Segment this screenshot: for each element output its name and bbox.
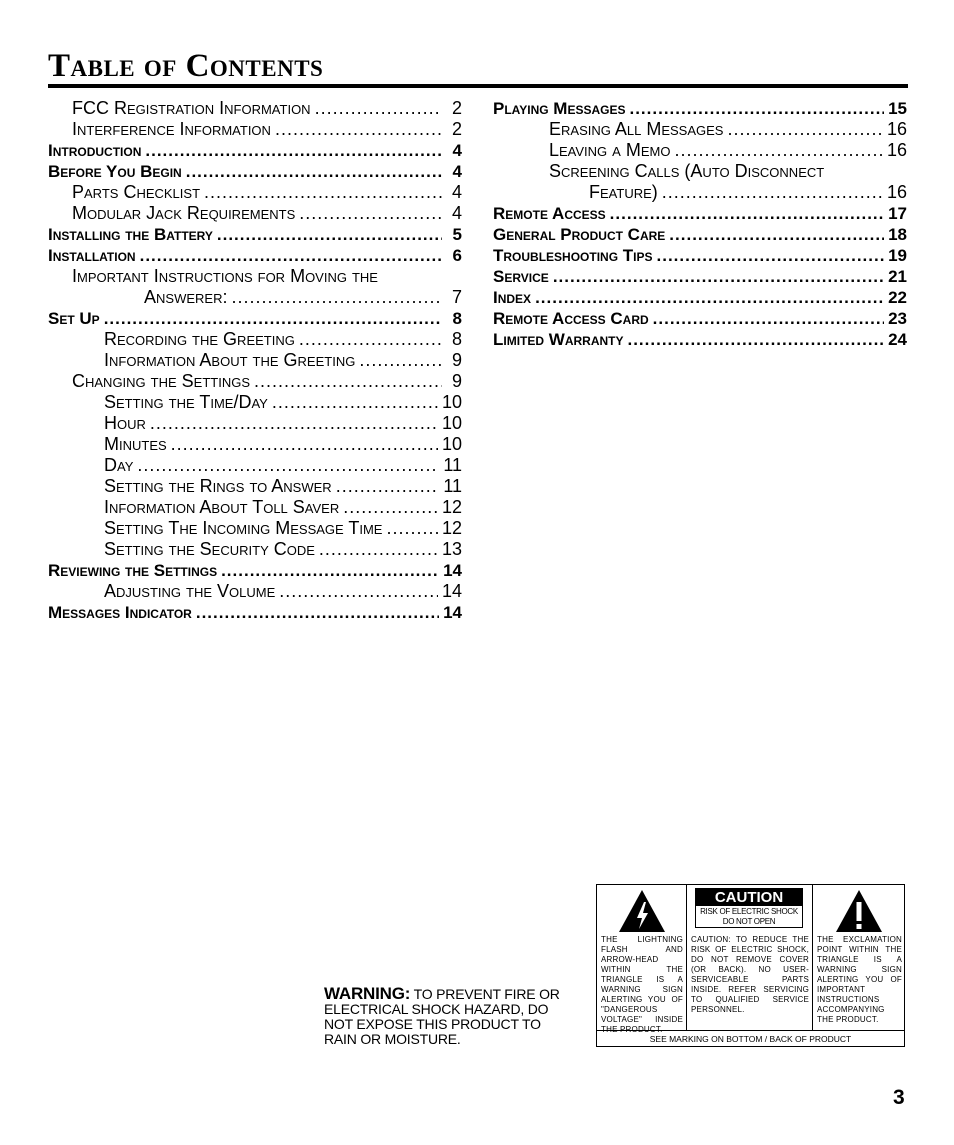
toc-entry-title: Erasing All Messages xyxy=(549,119,724,139)
toc-leader-dots xyxy=(217,224,442,245)
toc-leader-dots xyxy=(359,350,442,371)
toc-entry-title: General Product Care xyxy=(493,225,666,244)
toc-entry-title: Hour xyxy=(104,413,146,433)
toc-leader-dots xyxy=(553,266,884,287)
toc-entry-title: Set Up xyxy=(48,309,100,328)
toc-entry-page: 19 xyxy=(888,246,907,265)
toc-entry xyxy=(493,98,907,119)
toc-entry-title: Changing the Settings xyxy=(72,371,251,391)
toc-leader-dots xyxy=(386,518,437,539)
toc-entry xyxy=(48,455,462,476)
toc-entry-page: 8 xyxy=(452,309,462,328)
toc-entry-page: 4 xyxy=(451,203,462,223)
toc-entry xyxy=(48,203,462,224)
caution-middle-text: CAUTION: TO REDUCE THE RISK OF ELECTRIC SHOCK, DO NOT REMOVE COVER (OR BACK). NO USER-SERVICEABLE PARTS INSIDE. REFER SERVICING TO QUALIFIED SERVICE PERSONNEL. xyxy=(691,935,809,1014)
toc-entry-title: Installing the Battery xyxy=(48,225,213,244)
toc-entry-page: 14 xyxy=(443,561,462,580)
toc-entry-page: 9 xyxy=(451,371,462,391)
toc-leader-dots xyxy=(299,329,442,350)
toc-entry-page: 10 xyxy=(441,392,462,412)
toc-entry-title: Before You Begin xyxy=(48,162,182,181)
toc-entry-page: 14 xyxy=(443,603,462,622)
toc-entry-title: Remote Access Card xyxy=(493,309,649,328)
toc-leader-dots xyxy=(727,119,883,140)
toc-leader-dots xyxy=(674,140,883,161)
toc-leader-dots xyxy=(275,119,442,140)
toc-entry-page: 22 xyxy=(888,288,907,307)
toc-entry xyxy=(493,287,907,308)
toc-entry-page: 8 xyxy=(451,329,462,349)
toc-entry-page: 10 xyxy=(441,434,462,454)
toc-entry-title: Messages Indicator xyxy=(48,603,192,622)
toc-entry-page: 16 xyxy=(886,140,907,160)
toc-entry-page: 17 xyxy=(888,204,907,223)
toc-leader-dots xyxy=(653,308,884,329)
toc-leader-dots xyxy=(204,182,442,203)
caution-left-panel xyxy=(597,885,687,1034)
toc-entry xyxy=(48,560,462,581)
caution-box xyxy=(596,884,905,1047)
toc-entry xyxy=(493,245,907,266)
toc-entry-title: Interference Information xyxy=(72,119,271,139)
toc-entry xyxy=(493,308,907,329)
toc-entry xyxy=(493,266,907,287)
toc-entry-page: 11 xyxy=(443,476,462,496)
toc-entry xyxy=(48,266,462,287)
toc-entry-page: 4 xyxy=(452,141,462,160)
toc-entry-title: Setting the Security Code xyxy=(104,539,315,559)
toc-entry xyxy=(493,182,907,203)
toc-leader-dots xyxy=(171,434,438,455)
toc-entry-title: Important Instructions for Moving the xyxy=(72,266,378,286)
toc-entry-title: Recording the Greeting xyxy=(104,329,295,349)
toc-entry-page: 13 xyxy=(441,539,462,559)
toc-entry xyxy=(48,518,462,539)
toc-entry-page: 21 xyxy=(888,267,907,286)
toc-leader-dots xyxy=(104,308,442,329)
toc-entry xyxy=(48,602,462,623)
toc-leader-dots xyxy=(315,98,442,119)
toc-entry xyxy=(48,371,462,392)
toc-entry-title: Feature) xyxy=(589,182,658,202)
warning-notice xyxy=(324,986,574,1047)
toc-leader-dots xyxy=(150,413,438,434)
exclamation-triangle-icon xyxy=(835,889,883,933)
toc-leader-dots xyxy=(140,245,442,266)
toc-entry-title: Minutes xyxy=(104,434,167,454)
toc-leader-dots xyxy=(669,224,884,245)
toc-leader-dots xyxy=(279,581,438,602)
caution-subtext: RISK OF ELECTRIC SHOCK DO NOT OPEN xyxy=(700,907,798,926)
toc-leader-dots xyxy=(319,539,438,560)
toc-entry xyxy=(48,224,462,245)
toc-entry-title: Troubleshooting Tips xyxy=(493,246,653,265)
toc-entry xyxy=(48,413,462,434)
toc-entry-page: 7 xyxy=(451,287,462,307)
toc-entry xyxy=(493,140,907,161)
warning-body: TO PREVENT FIRE OR ELECTRICAL SHOCK HAZARD, DO NOT EXPOSE THIS PRODUCT TO RAIN OR MOISTURE. xyxy=(324,986,560,1047)
toc-entry-title: Modular Jack Requirements xyxy=(72,203,296,223)
lightning-triangle-icon xyxy=(618,889,666,933)
toc-entry xyxy=(48,497,462,518)
toc-entry-title: Remote Access xyxy=(493,204,606,223)
toc-entry-page: 15 xyxy=(888,99,907,118)
toc-entry xyxy=(48,476,462,497)
toc-entry-page: 16 xyxy=(886,182,907,202)
toc-entry-title: Index xyxy=(493,288,532,307)
toc-left-column xyxy=(48,98,462,623)
toc-entry-title: Setting The Incoming Message Time xyxy=(104,518,383,538)
toc-entry xyxy=(48,308,462,329)
toc-entry xyxy=(493,203,907,224)
page-title: Table of Contents xyxy=(48,48,324,84)
toc-entry-title: Service xyxy=(493,267,549,286)
toc-entry xyxy=(48,161,462,182)
toc-entry-title: Information About the Greeting xyxy=(104,350,356,370)
toc-entry-title: Playing Messages xyxy=(493,99,626,118)
toc-entry-page: 10 xyxy=(441,413,462,433)
toc-entry-title: Reviewing the Settings xyxy=(48,561,218,580)
toc-entry-page: 12 xyxy=(441,518,462,538)
toc-entry-title: Setting the Rings to Answer xyxy=(104,476,332,496)
toc-entry-title: Adjusting the Volume xyxy=(104,581,276,601)
toc-entry-title: Limited Warranty xyxy=(493,330,624,349)
caution-right-text: THE EXCLAMATION POINT WITHIN THE TRIANGLE IS A WARNING SIGN ALERTING YOU OF IMPORTANT INSTRUCTIONS ACCOMPANYING THE PRODUCT. xyxy=(817,935,902,1024)
toc-entry xyxy=(48,539,462,560)
toc-entry-page: 16 xyxy=(886,119,907,139)
toc-entry-title: Leaving a Memo xyxy=(549,140,671,160)
toc-right-column xyxy=(493,98,907,350)
toc-entry xyxy=(48,182,462,203)
toc-leader-dots xyxy=(272,392,438,413)
toc-entry-title: Setting the Time/Day xyxy=(104,392,268,412)
toc-entry xyxy=(48,392,462,413)
warning-label: WARNING: xyxy=(324,984,411,1003)
toc-entry-page: 5 xyxy=(452,225,462,244)
toc-leader-dots xyxy=(662,182,883,203)
page-number: 3 xyxy=(893,1086,905,1109)
toc-entry xyxy=(48,140,462,161)
toc-leader-dots xyxy=(535,287,884,308)
toc-entry xyxy=(48,119,462,140)
toc-leader-dots xyxy=(254,371,442,392)
toc-leader-dots xyxy=(186,161,442,182)
toc-entry xyxy=(493,224,907,245)
toc-entry-title: Day xyxy=(104,455,134,475)
toc-entry xyxy=(48,245,462,266)
toc-entry-title: Answerer: xyxy=(144,287,228,307)
caution-badge xyxy=(695,888,803,928)
toc-entry xyxy=(493,161,907,182)
toc-leader-dots xyxy=(137,455,439,476)
toc-entry-title: Installation xyxy=(48,246,136,265)
toc-entry-title: Introduction xyxy=(48,141,142,160)
toc-entry xyxy=(48,581,462,602)
toc-entry-page: 2 xyxy=(451,119,462,139)
toc-entry-page: 2 xyxy=(451,98,462,118)
toc-leader-dots xyxy=(343,497,438,518)
toc-entry-title: FCC Registration Information xyxy=(72,98,311,118)
toc-entry xyxy=(48,98,462,119)
caution-footer: SEE MARKING ON BOTTOM / BACK OF PRODUCT xyxy=(597,1030,904,1047)
toc-leader-dots xyxy=(231,287,442,308)
toc-entry-page: 11 xyxy=(443,455,462,475)
caution-middle-panel xyxy=(687,885,813,1030)
toc-entry xyxy=(493,119,907,140)
toc-entry-page: 4 xyxy=(451,182,462,202)
caution-right-panel xyxy=(813,885,905,1030)
title-rule xyxy=(48,84,908,88)
toc-entry-page: 24 xyxy=(888,330,907,349)
toc-entry-page: 6 xyxy=(452,246,462,265)
caution-word: CAUTION xyxy=(696,889,802,906)
toc-leader-dots xyxy=(299,203,442,224)
toc-leader-dots xyxy=(336,476,440,497)
toc-entry-page: 4 xyxy=(452,162,462,181)
toc-entry-title: Information About Toll Saver xyxy=(104,497,340,517)
toc-entry xyxy=(493,329,907,350)
toc-entry xyxy=(48,287,462,308)
toc-leader-dots xyxy=(627,329,884,350)
toc-entry xyxy=(48,434,462,455)
toc-leader-dots xyxy=(610,203,884,224)
toc-leader-dots xyxy=(196,602,439,623)
toc-leader-dots xyxy=(629,98,884,119)
caution-left-text: THE LIGHTNING FLASH AND ARROW-HEAD WITHIN THE TRIANGLE IS A WARNING SIGN ALERTING YOU OF "DANGEROUS VOLTAGE" INSIDE THE PRODUCT. xyxy=(601,935,683,1034)
toc-entry-page: 14 xyxy=(441,581,462,601)
toc-entry xyxy=(48,350,462,371)
toc-entry-page: 9 xyxy=(451,350,462,370)
toc-entry-page: 18 xyxy=(888,225,907,244)
toc-entry-title: Parts Checklist xyxy=(72,182,201,202)
toc-entry-page: 23 xyxy=(888,309,907,328)
toc-entry-page: 12 xyxy=(441,497,462,517)
toc-leader-dots xyxy=(221,560,439,581)
toc-leader-dots xyxy=(145,140,442,161)
toc-leader-dots xyxy=(657,245,885,266)
toc-entry xyxy=(48,329,462,350)
toc-entry-title: Screening Calls (Auto Disconnect xyxy=(549,161,825,181)
